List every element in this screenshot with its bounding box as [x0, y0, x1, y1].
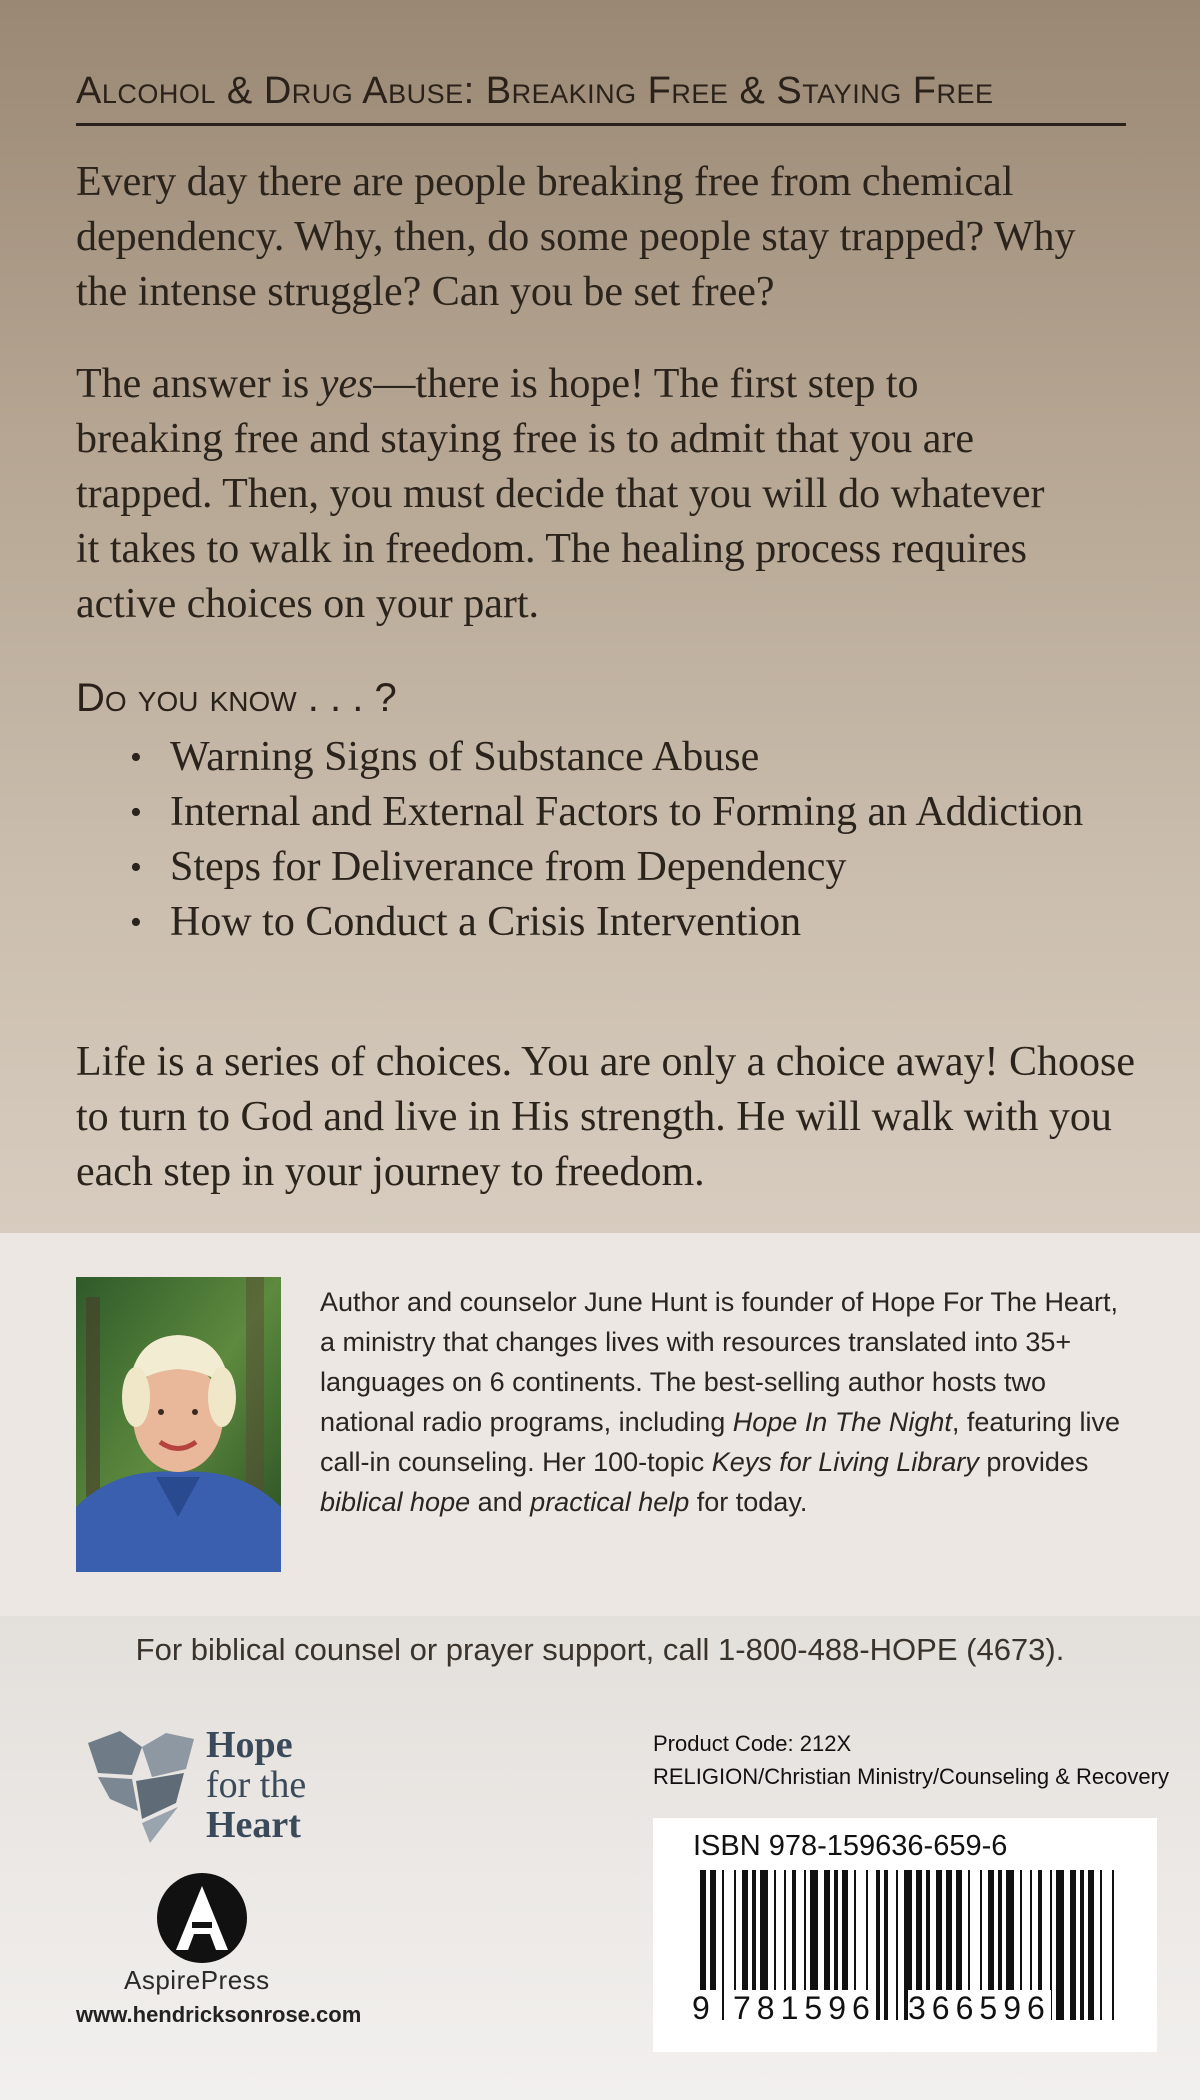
- closing-paragraph: Life is a series of choices. You are only a choice away! Choose to turn to God and live in His strength. He will walk with you each step in your journey to freedom.: [76, 1039, 1136, 1195]
- barcode-digit-prefix: 9: [692, 1990, 716, 2026]
- barcode-bar: [1100, 1870, 1102, 2020]
- bio-text: Author and counselor June Hunt is founder of Hope For The Heart, a ministry that changes lives with resources translated into 35+ languages on 6 continents. The best-selling author hosts two national radio programs, including: [320, 1287, 1118, 1437]
- aspire-press-name: AspirePress: [124, 1965, 270, 1995]
- answer-rest: it takes to walk in freedom. The healing process requires active choices on your part.: [76, 526, 1027, 627]
- do-you-know-heading: Do you know . . . ?: [76, 676, 397, 720]
- bio-title-library: Keys for Living Library: [711, 1447, 979, 1477]
- barcode-bar: [876, 1870, 880, 2020]
- answer-line2: breaking free and staying free is to admit that you are: [76, 416, 974, 462]
- barcode-bar: [1080, 1870, 1084, 2020]
- answer-line3: trapped. Then, you must decide that you will do whatever: [76, 471, 1045, 517]
- aspire-logo-icon: [156, 1872, 248, 1964]
- barcode-bar: [1088, 1870, 1094, 2020]
- barcode-bar: [896, 1870, 898, 2020]
- barcode-bar: [1070, 1870, 1076, 2020]
- list-item: • How to Conduct a Crisis Intervention: [130, 899, 802, 945]
- barcode-digits-left: 781596: [733, 1990, 876, 2026]
- bio-title-radio: Hope In The Night: [732, 1407, 952, 1437]
- list-item: • Steps for Deliverance from Dependency: [130, 844, 847, 890]
- list-item: • Internal and External Factors to Forming an Addiction: [130, 789, 1084, 835]
- list-item-text: Steps for Deliverance from Dependency: [170, 844, 847, 890]
- author-photo: [76, 1277, 281, 1572]
- bio-text: and: [470, 1487, 531, 1517]
- product-info: [653, 1727, 1169, 1793]
- wordmark-heart: Heart: [206, 1804, 301, 1846]
- cover-heading: Alcohol & Drug Abuse: Breaking Free & Staying Free: [76, 70, 1126, 126]
- author-bio: [320, 1282, 1140, 1522]
- bio-emphasis: practical help: [530, 1487, 690, 1517]
- answer-emphasis: yes: [319, 361, 374, 407]
- bio-text: provides: [978, 1447, 1089, 1477]
- product-code: Product Code: 212X: [653, 1731, 852, 1756]
- barcode-bar: [1112, 1870, 1114, 2020]
- barcode-digits-right: 366596: [908, 1990, 1051, 2026]
- barcode-bar: [722, 1870, 724, 2020]
- intro-paragraph: Every day there are people breaking free from chemical dependency. Why, then, do some people stay trapped? Why the intense struggle? Can you be set free?: [76, 159, 1076, 315]
- hope-for-the-heart-wordmark: [206, 1725, 306, 1845]
- list-item-text: Warning Signs of Substance Abuse: [170, 734, 760, 780]
- product-category: RELIGION/Christian Ministry/Counseling & Recovery: [653, 1764, 1169, 1789]
- barcode-bar: [1056, 1870, 1064, 2020]
- answer-start: The answer is: [76, 361, 320, 407]
- answer-line1-rest: —there is hope! The first step to: [373, 361, 919, 407]
- publisher-url: www.hendricksonrose.com: [76, 2002, 362, 2027]
- wordmark-for-the: for the: [206, 1764, 307, 1806]
- answer-paragraph: [76, 357, 1136, 632]
- bio-emphasis: biblical hope: [320, 1487, 471, 1517]
- topic-list: [130, 730, 1130, 950]
- list-item-text: How to Conduct a Crisis Intervention: [170, 899, 802, 945]
- bio-text: , featuring live call-in counseling. Her 100-topic: [320, 1407, 1120, 1477]
- bio-text: for today.: [689, 1487, 808, 1517]
- call-line: For biblical counsel or prayer support, call 1-800-488-HOPE (4673).: [135, 1632, 1065, 1667]
- list-item: • Warning Signs of Substance Abuse: [130, 734, 760, 780]
- list-item-text: Internal and External Factors to Forming an Addiction: [170, 789, 1084, 835]
- isbn-label: ISBN 978-159636-659-6: [693, 1830, 1008, 1862]
- barcode-bar: [884, 1870, 888, 2020]
- wordmark-hope: Hope: [206, 1724, 293, 1766]
